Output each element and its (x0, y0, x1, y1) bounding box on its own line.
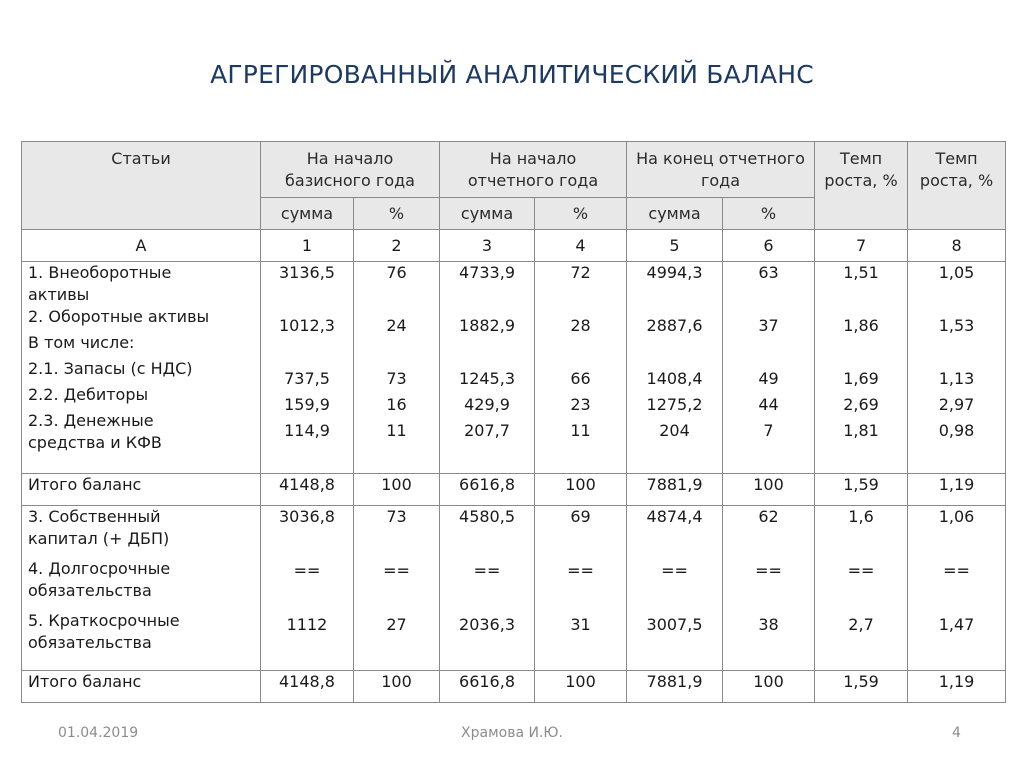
value: 1,06 (938, 507, 975, 526)
value: 27 (386, 615, 407, 634)
header-row-1 (22, 142, 1006, 198)
value: 73 (386, 507, 407, 526)
total-row-liabilities (22, 671, 1006, 703)
value: 1245,3 (459, 369, 515, 388)
row-label: 2.1. Запасы (с НДС) (28, 359, 193, 378)
total-value: 7881,9 (627, 474, 723, 506)
footer-date: 01.04.2019 (58, 725, 139, 741)
value: 1,6 (848, 507, 874, 526)
liab-col-1 (261, 506, 354, 671)
liab-col-5 (627, 506, 723, 671)
row-label: 5. Краткосрочные обязательства (28, 611, 180, 652)
value: == (567, 561, 594, 580)
header-start-report: На начало отчетного года (440, 142, 627, 198)
value: 114,9 (284, 421, 330, 440)
liabilities-block (22, 506, 1006, 671)
assets-col-1 (261, 262, 354, 474)
value: == (755, 561, 782, 580)
value: 1,47 (938, 615, 975, 634)
value: == (383, 561, 410, 580)
index-cell: 6 (723, 230, 815, 262)
value: 4733,9 (459, 263, 515, 282)
value: 3036,8 (279, 507, 335, 526)
value: 429,9 (464, 395, 510, 414)
total-value: 6616,8 (440, 671, 535, 703)
index-cell: 4 (535, 230, 627, 262)
index-cell: 5 (627, 230, 723, 262)
liab-col-2 (354, 506, 440, 671)
value: 16 (386, 395, 407, 414)
assets-col-8 (908, 262, 1006, 474)
value: 63 (758, 263, 779, 282)
total-value: 7881,9 (627, 671, 723, 703)
liabilities-labels (22, 506, 261, 671)
value: 1,13 (938, 369, 975, 388)
assets-col-4 (535, 262, 627, 474)
value: 72 (570, 263, 591, 282)
value: 66 (570, 369, 591, 388)
total-value: 100 (723, 474, 815, 506)
value: 23 (570, 395, 591, 414)
value: 4580,5 (459, 507, 515, 526)
value: 4874,4 (646, 507, 703, 526)
row-label: 2.3. Денежные средства и КФВ (28, 411, 162, 452)
assets-col-7 (815, 262, 908, 474)
row-label: 3. Собственный капитал (+ ДБП) (28, 507, 170, 548)
value: == (293, 561, 321, 580)
value: 1,69 (843, 369, 879, 388)
liab-col-7 (815, 506, 908, 671)
total-value: 100 (723, 671, 815, 703)
value: 73 (386, 369, 407, 388)
value: 1408,4 (646, 369, 703, 388)
value: 38 (758, 615, 779, 634)
value: 2887,6 (646, 316, 703, 335)
slide-title: АГРЕГИРОВАННЫЙ АНАЛИТИЧЕСКИЙ БАЛАНС (210, 60, 814, 89)
assets-labels (22, 262, 261, 474)
value: 0,98 (938, 421, 975, 440)
total-value: 1,19 (908, 671, 1006, 703)
row-label: 1. Внеоборотные активы (28, 263, 172, 304)
value: 1,05 (938, 263, 975, 282)
value: 2,69 (843, 395, 879, 414)
value: 62 (758, 507, 779, 526)
value: 37 (758, 316, 779, 335)
value: 69 (570, 507, 591, 526)
value: 49 (758, 369, 779, 388)
total-value: 100 (354, 474, 440, 506)
row-label: В том числе: (28, 333, 135, 352)
total-value: 1,59 (815, 671, 908, 703)
value: 3136,5 (279, 263, 335, 282)
index-row (22, 230, 1006, 262)
header-items: Статьи (22, 142, 261, 230)
value: 1,53 (938, 316, 975, 335)
value: 4994,3 (646, 263, 703, 282)
index-cell: 3 (440, 230, 535, 262)
assets-block (22, 262, 1006, 474)
assets-col-5 (627, 262, 723, 474)
value: 2,97 (938, 395, 975, 414)
index-cell: 1 (261, 230, 354, 262)
value: 11 (386, 421, 407, 440)
value: 1012,3 (279, 316, 335, 335)
header-growth-1: Темп роста, % (815, 142, 908, 230)
value: == (473, 561, 501, 580)
value: 159,9 (284, 395, 330, 414)
index-cell: 8 (908, 230, 1006, 262)
assets-col-2 (354, 262, 440, 474)
liab-col-6 (723, 506, 815, 671)
assets-col-3 (440, 262, 535, 474)
value: 204 (659, 421, 690, 440)
value: == (943, 561, 970, 580)
liab-col-3 (440, 506, 535, 671)
value: 3007,5 (646, 615, 703, 634)
total-label: Итого баланс (22, 671, 261, 703)
total-value: 100 (354, 671, 440, 703)
value: 207,7 (464, 421, 510, 440)
total-value: 4148,8 (261, 671, 354, 703)
index-cell: 7 (815, 230, 908, 262)
footer-author: Храмова И.Ю. (461, 725, 563, 741)
liab-col-8 (908, 506, 1006, 671)
value: 24 (386, 316, 407, 335)
total-value: 1,19 (908, 474, 1006, 506)
header-pct-3: % (723, 198, 815, 230)
header-sum-3: сумма (627, 198, 723, 230)
value: == (661, 561, 688, 580)
total-value: 100 (535, 671, 627, 703)
balance-table (21, 141, 1006, 703)
value: 737,5 (284, 369, 330, 388)
value: 31 (570, 615, 591, 634)
value: 2,7 (848, 615, 874, 634)
value: 1,51 (843, 263, 879, 282)
liab-col-4 (535, 506, 627, 671)
header-pct-1: % (354, 198, 440, 230)
value: 1112 (286, 615, 328, 634)
header-sum-1: сумма (261, 198, 354, 230)
header-start-base: На начало базисного года (261, 142, 440, 198)
total-value: 1,59 (815, 474, 908, 506)
value: 2036,3 (459, 615, 515, 634)
row-label: 2. Оборотные активы (28, 307, 210, 326)
value: 44 (758, 395, 779, 414)
total-value: 100 (535, 474, 627, 506)
row-label: 4. Долгосрочные обязательства (28, 559, 171, 600)
total-label: Итого баланс (22, 474, 261, 506)
footer-page-number: 4 (952, 725, 961, 741)
value: 1,81 (843, 421, 879, 440)
total-row-assets (22, 474, 1006, 506)
value: 76 (386, 263, 407, 282)
assets-col-6 (723, 262, 815, 474)
value: == (847, 561, 875, 580)
header-end-report: На конец отчетного года (627, 142, 815, 198)
value: 28 (570, 316, 591, 335)
index-cell: А (22, 230, 261, 262)
row-label: 2.2. Дебиторы (28, 385, 149, 404)
total-value: 4148,8 (261, 474, 354, 506)
header-growth-2: Темп роста, % (908, 142, 1006, 230)
index-cell: 2 (354, 230, 440, 262)
value: 11 (570, 421, 591, 440)
value: 1275,2 (646, 395, 703, 414)
total-value: 6616,8 (440, 474, 535, 506)
header-sum-2: сумма (440, 198, 535, 230)
value: 1,86 (843, 316, 879, 335)
header-pct-2: % (535, 198, 627, 230)
value: 7 (763, 421, 774, 440)
value: 1882,9 (459, 316, 515, 335)
